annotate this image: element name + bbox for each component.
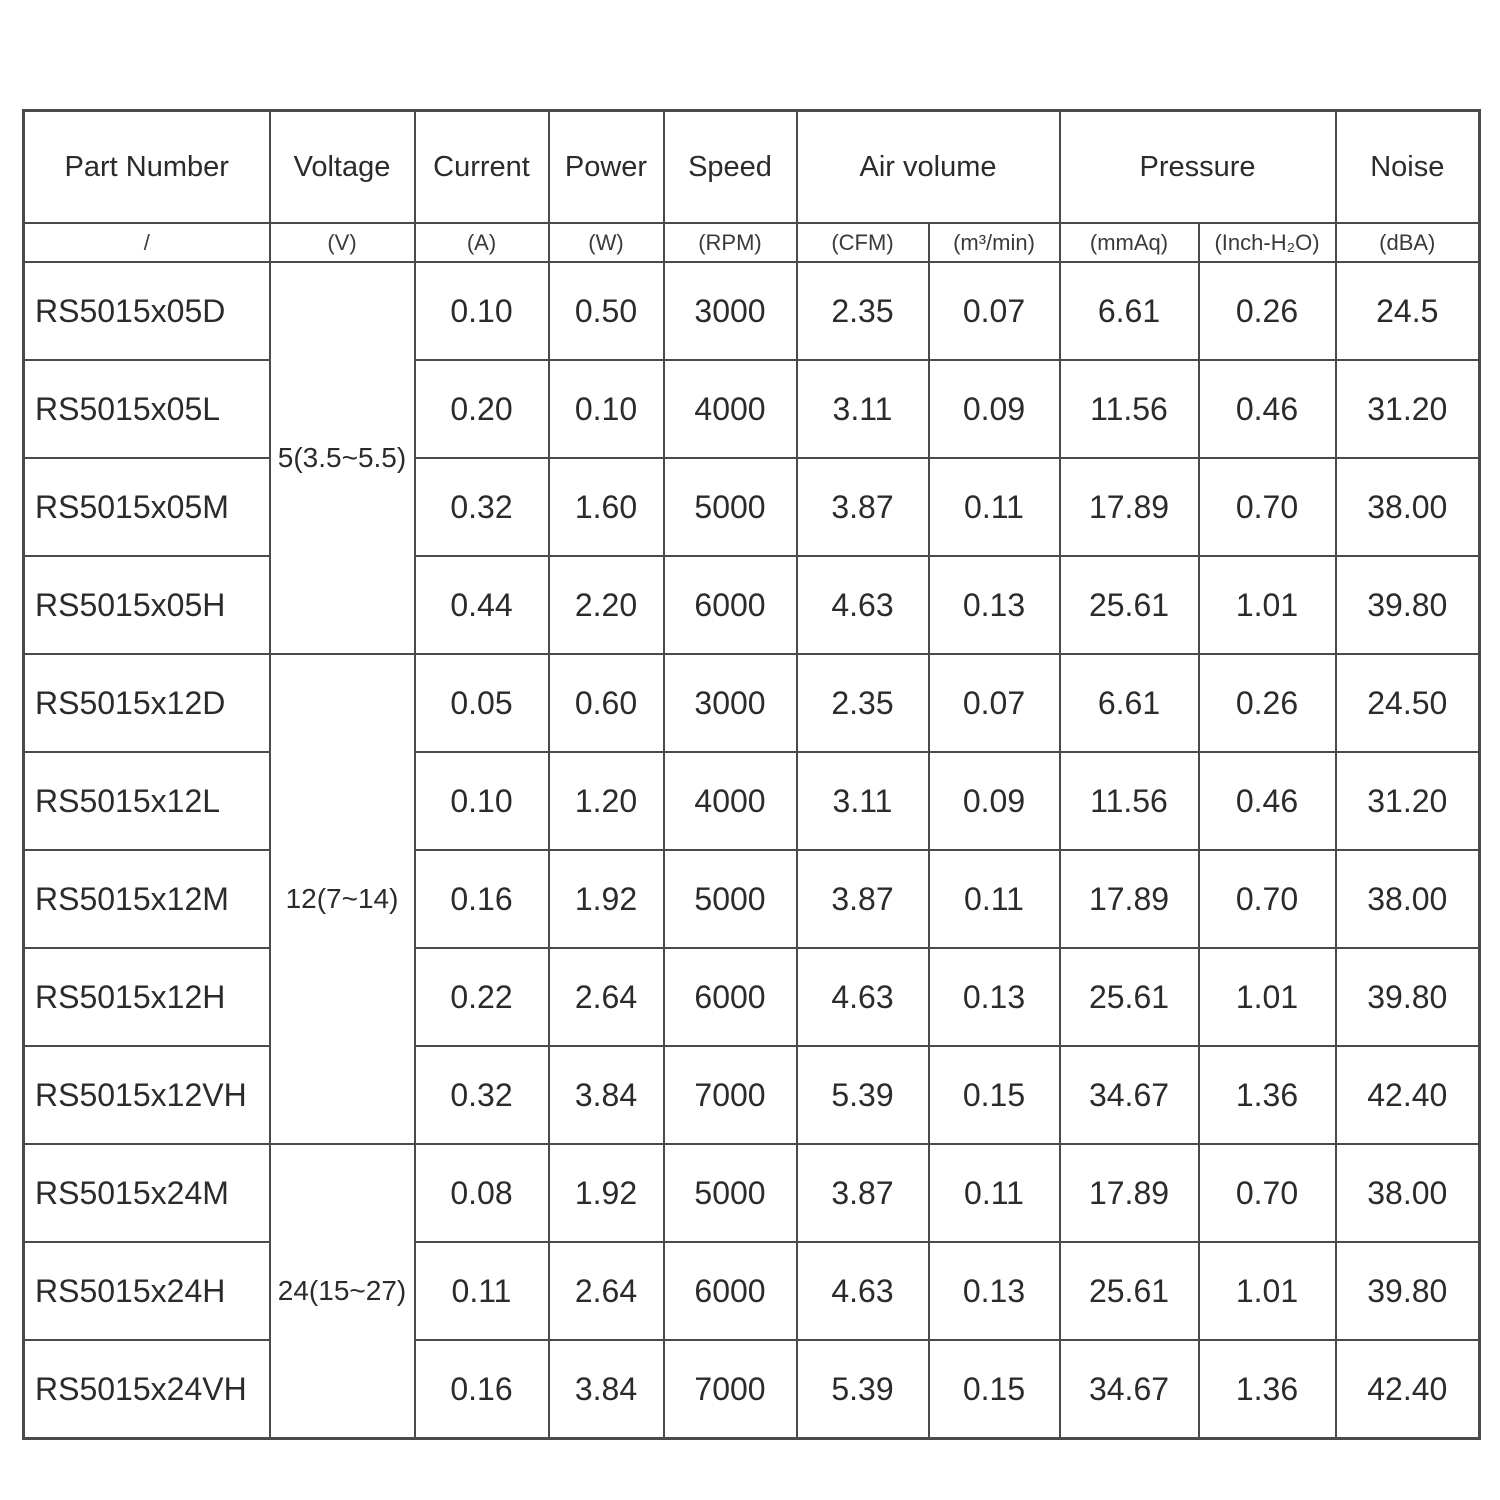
header-current: Current bbox=[415, 111, 549, 224]
cell-inch-h2o: 0.70 bbox=[1199, 850, 1336, 948]
cell-mmaq: 17.89 bbox=[1060, 850, 1199, 948]
cell-m3min: 0.15 bbox=[929, 1340, 1060, 1439]
header-row bbox=[24, 111, 1480, 224]
cell-m3min: 0.15 bbox=[929, 1046, 1060, 1144]
cell-noise: 38.00 bbox=[1336, 458, 1480, 556]
cell-mmaq: 6.61 bbox=[1060, 262, 1199, 360]
table-row bbox=[24, 556, 1480, 654]
cell-mmaq: 11.56 bbox=[1060, 360, 1199, 458]
cell-cfm: 2.35 bbox=[797, 654, 929, 752]
cell-cfm: 4.63 bbox=[797, 948, 929, 1046]
unit-power: (W) bbox=[549, 223, 664, 262]
cell-m3min: 0.11 bbox=[929, 850, 1060, 948]
cell-speed: 6000 bbox=[664, 1242, 797, 1340]
cell-part-number: RS5015x05H bbox=[24, 556, 270, 654]
unit-row bbox=[24, 223, 1480, 262]
cell-mmaq: 34.67 bbox=[1060, 1340, 1199, 1439]
cell-power: 1.92 bbox=[549, 1144, 664, 1242]
header-part-number: Part Number bbox=[24, 111, 270, 224]
cell-speed: 7000 bbox=[664, 1046, 797, 1144]
header-speed: Speed bbox=[664, 111, 797, 224]
cell-current: 0.08 bbox=[415, 1144, 549, 1242]
table-row bbox=[24, 654, 1480, 752]
cell-noise: 24.5 bbox=[1336, 262, 1480, 360]
unit-part-number: / bbox=[24, 223, 270, 262]
cell-noise: 42.40 bbox=[1336, 1340, 1480, 1439]
cell-power: 2.64 bbox=[549, 1242, 664, 1340]
cell-inch-h2o: 1.36 bbox=[1199, 1340, 1336, 1439]
unit-speed: (RPM) bbox=[664, 223, 797, 262]
header-air-volume: Air volume bbox=[797, 111, 1060, 224]
cell-mmaq: 17.89 bbox=[1060, 458, 1199, 556]
cell-m3min: 0.09 bbox=[929, 752, 1060, 850]
cell-power: 3.84 bbox=[549, 1046, 664, 1144]
cell-part-number: RS5015x05D bbox=[24, 262, 270, 360]
cell-current: 0.32 bbox=[415, 1046, 549, 1144]
cell-noise: 39.80 bbox=[1336, 948, 1480, 1046]
cell-part-number: RS5015x24VH bbox=[24, 1340, 270, 1439]
cell-mmaq: 25.61 bbox=[1060, 1242, 1199, 1340]
cell-noise: 39.80 bbox=[1336, 1242, 1480, 1340]
cell-inch-h2o: 0.26 bbox=[1199, 262, 1336, 360]
cell-part-number: RS5015x12VH bbox=[24, 1046, 270, 1144]
cell-part-number: RS5015x05M bbox=[24, 458, 270, 556]
cell-noise: 39.80 bbox=[1336, 556, 1480, 654]
cell-power: 0.60 bbox=[549, 654, 664, 752]
cell-part-number: RS5015x12M bbox=[24, 850, 270, 948]
table-row bbox=[24, 458, 1480, 556]
cell-part-number: RS5015x05L bbox=[24, 360, 270, 458]
cell-mmaq: 34.67 bbox=[1060, 1046, 1199, 1144]
unit-cfm: (CFM) bbox=[797, 223, 929, 262]
cell-voltage-group: 12(7~14) bbox=[270, 654, 415, 1144]
cell-m3min: 0.13 bbox=[929, 556, 1060, 654]
table-row bbox=[24, 1242, 1480, 1340]
cell-noise: 42.40 bbox=[1336, 1046, 1480, 1144]
cell-inch-h2o: 1.01 bbox=[1199, 556, 1336, 654]
cell-current: 0.10 bbox=[415, 752, 549, 850]
cell-current: 0.44 bbox=[415, 556, 549, 654]
table-row bbox=[24, 1046, 1480, 1144]
cell-current: 0.32 bbox=[415, 458, 549, 556]
cell-inch-h2o: 0.46 bbox=[1199, 752, 1336, 850]
cell-m3min: 0.13 bbox=[929, 948, 1060, 1046]
cell-cfm: 5.39 bbox=[797, 1340, 929, 1439]
cell-power: 1.20 bbox=[549, 752, 664, 850]
cell-current: 0.16 bbox=[415, 850, 549, 948]
cell-current: 0.16 bbox=[415, 1340, 549, 1439]
cell-noise: 38.00 bbox=[1336, 1144, 1480, 1242]
header-voltage: Voltage bbox=[270, 111, 415, 224]
cell-m3min: 0.11 bbox=[929, 1144, 1060, 1242]
cell-speed: 4000 bbox=[664, 360, 797, 458]
cell-cfm: 3.87 bbox=[797, 458, 929, 556]
unit-inch-h2o: (Inch-H₂O) bbox=[1199, 223, 1336, 262]
cell-current: 0.10 bbox=[415, 262, 549, 360]
cell-mmaq: 25.61 bbox=[1060, 556, 1199, 654]
table-row bbox=[24, 948, 1480, 1046]
table-row bbox=[24, 262, 1480, 360]
cell-power: 1.60 bbox=[549, 458, 664, 556]
cell-cfm: 5.39 bbox=[797, 1046, 929, 1144]
cell-noise: 24.50 bbox=[1336, 654, 1480, 752]
cell-noise: 38.00 bbox=[1336, 850, 1480, 948]
unit-voltage: (V) bbox=[270, 223, 415, 262]
cell-noise: 31.20 bbox=[1336, 752, 1480, 850]
cell-cfm: 3.11 bbox=[797, 360, 929, 458]
cell-cfm: 3.87 bbox=[797, 1144, 929, 1242]
unit-current: (A) bbox=[415, 223, 549, 262]
cell-cfm: 4.63 bbox=[797, 1242, 929, 1340]
header-power: Power bbox=[549, 111, 664, 224]
cell-mmaq: 6.61 bbox=[1060, 654, 1199, 752]
cell-mmaq: 17.89 bbox=[1060, 1144, 1199, 1242]
cell-inch-h2o: 0.26 bbox=[1199, 654, 1336, 752]
cell-part-number: RS5015x12D bbox=[24, 654, 270, 752]
cell-speed: 6000 bbox=[664, 948, 797, 1046]
fan-spec-table bbox=[22, 109, 1481, 1440]
cell-speed: 3000 bbox=[664, 654, 797, 752]
cell-current: 0.05 bbox=[415, 654, 549, 752]
cell-noise: 31.20 bbox=[1336, 360, 1480, 458]
cell-speed: 5000 bbox=[664, 850, 797, 948]
cell-speed: 3000 bbox=[664, 262, 797, 360]
cell-part-number: RS5015x12H bbox=[24, 948, 270, 1046]
cell-power: 2.64 bbox=[549, 948, 664, 1046]
cell-speed: 5000 bbox=[664, 1144, 797, 1242]
cell-inch-h2o: 1.36 bbox=[1199, 1046, 1336, 1144]
cell-cfm: 3.87 bbox=[797, 850, 929, 948]
cell-inch-h2o: 1.01 bbox=[1199, 1242, 1336, 1340]
cell-speed: 6000 bbox=[664, 556, 797, 654]
header-pressure: Pressure bbox=[1060, 111, 1336, 224]
cell-inch-h2o: 0.46 bbox=[1199, 360, 1336, 458]
cell-part-number: RS5015x12L bbox=[24, 752, 270, 850]
cell-m3min: 0.09 bbox=[929, 360, 1060, 458]
cell-current: 0.11 bbox=[415, 1242, 549, 1340]
cell-inch-h2o: 0.70 bbox=[1199, 1144, 1336, 1242]
unit-mmaq: (mmAq) bbox=[1060, 223, 1199, 262]
cell-current: 0.20 bbox=[415, 360, 549, 458]
header-noise: Noise bbox=[1336, 111, 1480, 224]
cell-part-number: RS5015x24H bbox=[24, 1242, 270, 1340]
cell-m3min: 0.11 bbox=[929, 458, 1060, 556]
cell-mmaq: 25.61 bbox=[1060, 948, 1199, 1046]
cell-power: 2.20 bbox=[549, 556, 664, 654]
cell-speed: 7000 bbox=[664, 1340, 797, 1439]
cell-cfm: 4.63 bbox=[797, 556, 929, 654]
cell-inch-h2o: 0.70 bbox=[1199, 458, 1336, 556]
unit-m3min: (m³/min) bbox=[929, 223, 1060, 262]
cell-speed: 4000 bbox=[664, 752, 797, 850]
cell-power: 0.10 bbox=[549, 360, 664, 458]
cell-inch-h2o: 1.01 bbox=[1199, 948, 1336, 1046]
table-row bbox=[24, 360, 1480, 458]
cell-power: 1.92 bbox=[549, 850, 664, 948]
cell-cfm: 2.35 bbox=[797, 262, 929, 360]
cell-power: 0.50 bbox=[549, 262, 664, 360]
table-row bbox=[24, 1340, 1480, 1439]
cell-speed: 5000 bbox=[664, 458, 797, 556]
table-row bbox=[24, 1144, 1480, 1242]
cell-current: 0.22 bbox=[415, 948, 549, 1046]
table-row bbox=[24, 850, 1480, 948]
unit-noise: (dBA) bbox=[1336, 223, 1480, 262]
cell-power: 3.84 bbox=[549, 1340, 664, 1439]
cell-m3min: 0.07 bbox=[929, 654, 1060, 752]
table-row bbox=[24, 752, 1480, 850]
cell-cfm: 3.11 bbox=[797, 752, 929, 850]
cell-part-number: RS5015x24M bbox=[24, 1144, 270, 1242]
cell-m3min: 0.07 bbox=[929, 262, 1060, 360]
cell-voltage-group: 5(3.5~5.5) bbox=[270, 262, 415, 654]
cell-mmaq: 11.56 bbox=[1060, 752, 1199, 850]
cell-voltage-group: 24(15~27) bbox=[270, 1144, 415, 1439]
cell-m3min: 0.13 bbox=[929, 1242, 1060, 1340]
